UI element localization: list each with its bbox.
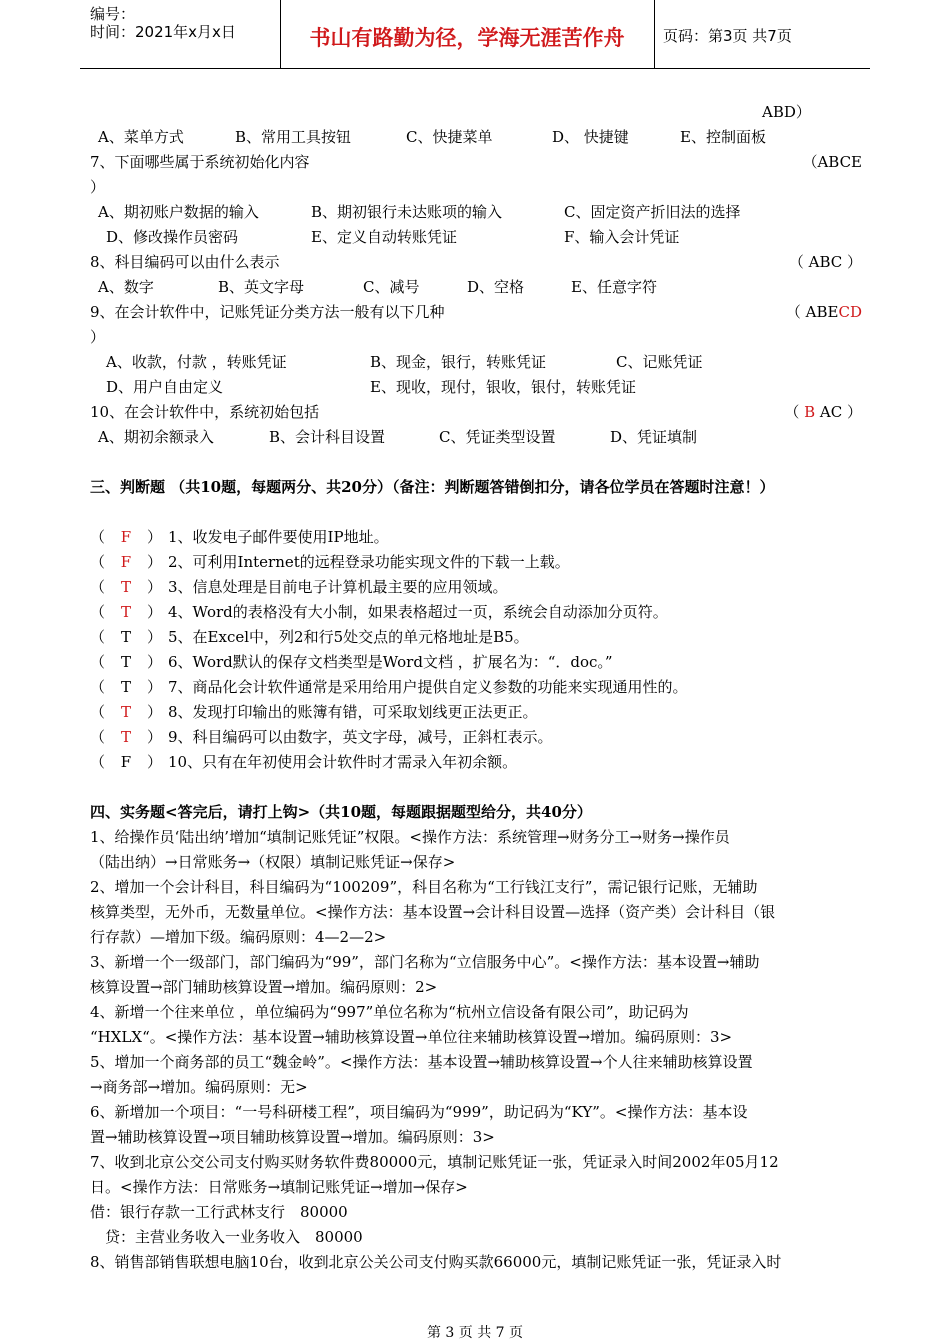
practice-line: 4、新增一个往来单位 ，单位编码为“997”单位名称为“杭州立信设备有限公司”，助记码为 bbox=[90, 1003, 689, 1021]
answer-mark: （ T ） bbox=[90, 600, 168, 625]
option: D、空格 bbox=[467, 278, 525, 296]
option: C、记账凭证 bbox=[616, 353, 703, 371]
question-answer bbox=[786, 300, 862, 325]
practice-line: 3、新增一个一级部门，部门编码为“99”，部门名称为“立信服务中心”。<操作方法：基本设置→辅助 bbox=[90, 953, 760, 971]
question-6-answer-tail-line bbox=[90, 100, 862, 125]
mark-letter: T bbox=[121, 603, 132, 621]
answer-mark: （ T ） bbox=[90, 675, 168, 700]
option: D、 快捷键 bbox=[552, 128, 629, 146]
option: B、现金，银行，转账凭证 bbox=[370, 353, 547, 371]
judge-statement: 1、收发电子邮件要使用IP地址。 bbox=[168, 528, 389, 546]
answer-part: （ ABE bbox=[785, 303, 839, 321]
practice-line: →商务部→增加。编码原则：无> bbox=[90, 1078, 308, 1096]
option: D、用户自由定义 bbox=[106, 378, 224, 396]
practice-line: 核算设置→部门辅助核算设置→增加。编码原则：2> bbox=[90, 978, 438, 996]
mark-letter: F bbox=[120, 753, 132, 771]
question-6-answer-tail: ABD） bbox=[762, 103, 811, 121]
judge-item bbox=[90, 525, 862, 550]
question-answer: （ ABC ） bbox=[788, 253, 862, 271]
header-middle-cell bbox=[280, 0, 655, 68]
header-right-cell bbox=[655, 0, 870, 68]
judge-statement: 2、可利用Internet的远程登录功能实现文件的下载一上载。 bbox=[168, 553, 570, 571]
section-4-heading: 四、实务题<答完后，请打上钩>（共10题，每题跟据题型给分，共40分） bbox=[90, 803, 592, 821]
option: F、输入会计凭证 bbox=[564, 228, 680, 246]
judge-item bbox=[90, 600, 862, 625]
option: A、数字 bbox=[98, 278, 154, 296]
question-8 bbox=[90, 250, 862, 275]
practice-line: 借：银行存款一工行武林支行 80000 bbox=[90, 1203, 348, 1221]
answer-mark: （ T ） bbox=[90, 725, 168, 750]
question-answer: （ABCE bbox=[802, 153, 862, 171]
practice-line: 行存款）—增加下级。编码原则：4—2—2> bbox=[90, 928, 387, 946]
practice-line: 7、收到北京公交公司支付购买财务软件费80000元，填制记账凭证一张，凭证录入时间2002年05月12 bbox=[90, 1153, 779, 1171]
practice-line: 贷：主营业务收入一业务收入 80000 bbox=[90, 1228, 363, 1246]
mark-letter: T bbox=[121, 628, 132, 646]
answer-mark: （ F ） bbox=[90, 525, 168, 550]
question-10-options bbox=[90, 425, 862, 450]
option: A、期初账户数据的输入 bbox=[98, 203, 259, 221]
judge-statement: 10、只有在年初使用会计软件时才需录入年初余额。 bbox=[168, 753, 518, 771]
document-date-label: 时间：2021年x月x日 bbox=[90, 23, 236, 41]
answer-close-paren: ） bbox=[90, 328, 106, 346]
option: B、会计科目设置 bbox=[269, 428, 386, 446]
option: E、任意字符 bbox=[571, 278, 657, 296]
header-page-info: 页码：第3页 共7页 bbox=[663, 27, 792, 45]
mark-letter: T bbox=[121, 653, 132, 671]
question-7-options-row-1 bbox=[90, 200, 862, 225]
practice-lines bbox=[90, 825, 862, 1275]
judge-item bbox=[90, 550, 862, 575]
question-text: 8、科目编码可以由什么表示 bbox=[90, 253, 280, 271]
practice-line: 日。<操作方法：日常账务→填制记账凭证→增加→保存> bbox=[90, 1178, 468, 1196]
mark-letter: T bbox=[121, 728, 132, 746]
practice-line: 核算类型，无外币，无数量单位。<操作方法：基本设置→会计科目设置—选择（资产类）会计科目（银 bbox=[90, 903, 776, 921]
mark-letter: T bbox=[121, 578, 132, 596]
mark-letter: T bbox=[121, 703, 132, 721]
page-footer: 第 3 页 共 7 页 bbox=[426, 1325, 524, 1341]
practice-line: “HXLX“。<操作方法：基本设置→辅助核算设置→单位往来辅助核算设置→增加。编码原则：3> bbox=[90, 1028, 733, 1046]
answer-part: AC ） bbox=[819, 403, 862, 421]
question-9-options-row-2 bbox=[90, 375, 862, 400]
practice-line: 5、增加一个商务部的员工“魏金岭”。<操作方法：基本设置→辅助核算设置→个人往来辅助核算设置 bbox=[90, 1053, 753, 1071]
option: C、快捷菜单 bbox=[406, 128, 493, 146]
document-number-label: 编号： bbox=[90, 5, 136, 23]
option: D、修改操作员密码 bbox=[106, 228, 239, 246]
judge-statement: 5、在Excel中，列2和行5处交点的单元格地址是B5。 bbox=[168, 628, 529, 646]
option: E、定义自动转账凭证 bbox=[311, 228, 457, 246]
option: E、现收，现付，银收，银付，转账凭证 bbox=[370, 378, 636, 396]
judge-item bbox=[90, 650, 862, 675]
answer-correction: B bbox=[804, 403, 816, 421]
question-6-options bbox=[90, 125, 862, 150]
answer-mark: （ T ） bbox=[90, 625, 168, 650]
judge-statement: 3、信息处理是目前电子计算机最主要的应用领域。 bbox=[168, 578, 508, 596]
practice-line: 1、给操作员‘陆出纳’增加“填制记账凭证”权限。<操作方法：系统管理→财务分工→财务→操作员 bbox=[90, 828, 730, 846]
answer-mark: （ F ） bbox=[90, 550, 168, 575]
judge-statement: 7、商品化会计软件通常是采用给用户提供自定义参数的功能来实现通用性的。 bbox=[168, 678, 688, 696]
option: A、收款，付款 ，转账凭证 bbox=[106, 353, 287, 371]
judge-statement: 4、Word的表格没有大小制，如果表格超过一页，系统会自动添加分页符。 bbox=[168, 603, 668, 621]
answer-correction: CD bbox=[838, 303, 862, 321]
judge-statement: 6、Word默认的保存文档类型是Word文档 ，扩展名为：“．doc。” bbox=[168, 653, 613, 671]
option: B、常用工具按钮 bbox=[235, 128, 352, 146]
option: D、凭证填制 bbox=[610, 428, 698, 446]
option: B、英文字母 bbox=[218, 278, 305, 296]
practice-line: 置→辅助核算设置→项目辅助核算设置→增加。编码原则：3> bbox=[90, 1128, 495, 1146]
judge-item bbox=[90, 700, 862, 725]
judge-statement: 9、科目编码可以由数字，英文字母，减号，正斜杠表示。 bbox=[168, 728, 553, 746]
question-8-options bbox=[90, 275, 862, 300]
question-7 bbox=[90, 150, 862, 175]
answer-mark: （ T ） bbox=[90, 575, 168, 600]
question-9-options-row-1 bbox=[90, 350, 862, 375]
question-9 bbox=[90, 300, 862, 325]
option: C、固定资产折旧法的选择 bbox=[564, 203, 741, 221]
question-10 bbox=[90, 400, 862, 425]
question-answer bbox=[784, 400, 862, 425]
answer-mark: （ F ） bbox=[90, 750, 168, 775]
practice-line: 6、新增加一个项目：“一号科研楼工程”，项目编码为“999”，助记码为“KY”。<操作方法：基本设 bbox=[90, 1103, 748, 1121]
question-text: 10、在会计软件中，系统初始包括 bbox=[90, 403, 320, 421]
question-text: 9、在会计软件中，记账凭证分类方法一般有以下几种 bbox=[90, 303, 445, 321]
header-left-cell bbox=[80, 0, 281, 68]
answer-part: （ bbox=[784, 403, 800, 421]
judge-statement: 8、发现打印输出的账簿有错，可采取划线更正法更正。 bbox=[168, 703, 538, 721]
question-7-answer-close bbox=[90, 175, 862, 200]
header-motto: 书山有路勤为径，学海无涯苦作舟 bbox=[309, 26, 625, 50]
option: E、控制面板 bbox=[680, 128, 766, 146]
judge-item bbox=[90, 675, 862, 700]
judge-item bbox=[90, 625, 862, 650]
mark-letter: T bbox=[121, 678, 132, 696]
question-text: 7、下面哪些属于系统初始化内容 bbox=[90, 153, 310, 171]
judge-item bbox=[90, 750, 862, 775]
option: C、减号 bbox=[363, 278, 420, 296]
option: C、凭证类型设置 bbox=[439, 428, 556, 446]
option: A、期初余额录入 bbox=[98, 428, 214, 446]
page-header bbox=[80, 0, 870, 69]
judge-item bbox=[90, 725, 862, 750]
mark-letter: F bbox=[120, 553, 132, 571]
question-7-options-row-2 bbox=[90, 225, 862, 250]
mark-letter: F bbox=[120, 528, 132, 546]
answer-mark: （ T ） bbox=[90, 650, 168, 675]
judge-item bbox=[90, 575, 862, 600]
document-body bbox=[90, 100, 862, 1275]
option: A、菜单方式 bbox=[98, 128, 184, 146]
practice-line: （陆出纳）→日常账务→（权限）填制记账凭证→保存> bbox=[90, 853, 456, 871]
option: B、期初银行未达账项的输入 bbox=[311, 203, 503, 221]
answer-mark: （ T ） bbox=[90, 700, 168, 725]
practice-line: 2、增加一个会计科目，科目编码为“100209”，科目名称为“工行钱江支行”，需记银行记账，无辅助 bbox=[90, 878, 758, 896]
practice-line: 8、销售部销售联想电脑10台，收到北京公关公司支付购买款66000元，填制记账凭证一张，凭证录入时 bbox=[90, 1253, 782, 1271]
judge-list bbox=[90, 525, 862, 775]
question-9-answer-close bbox=[90, 325, 862, 350]
section-3-heading: 三、判断题 （共10题，每题两分、共20分）（备注：判断题答错倒扣分，请各位学员在答题时注意！） bbox=[90, 478, 775, 496]
answer-close-paren: ） bbox=[90, 178, 106, 196]
